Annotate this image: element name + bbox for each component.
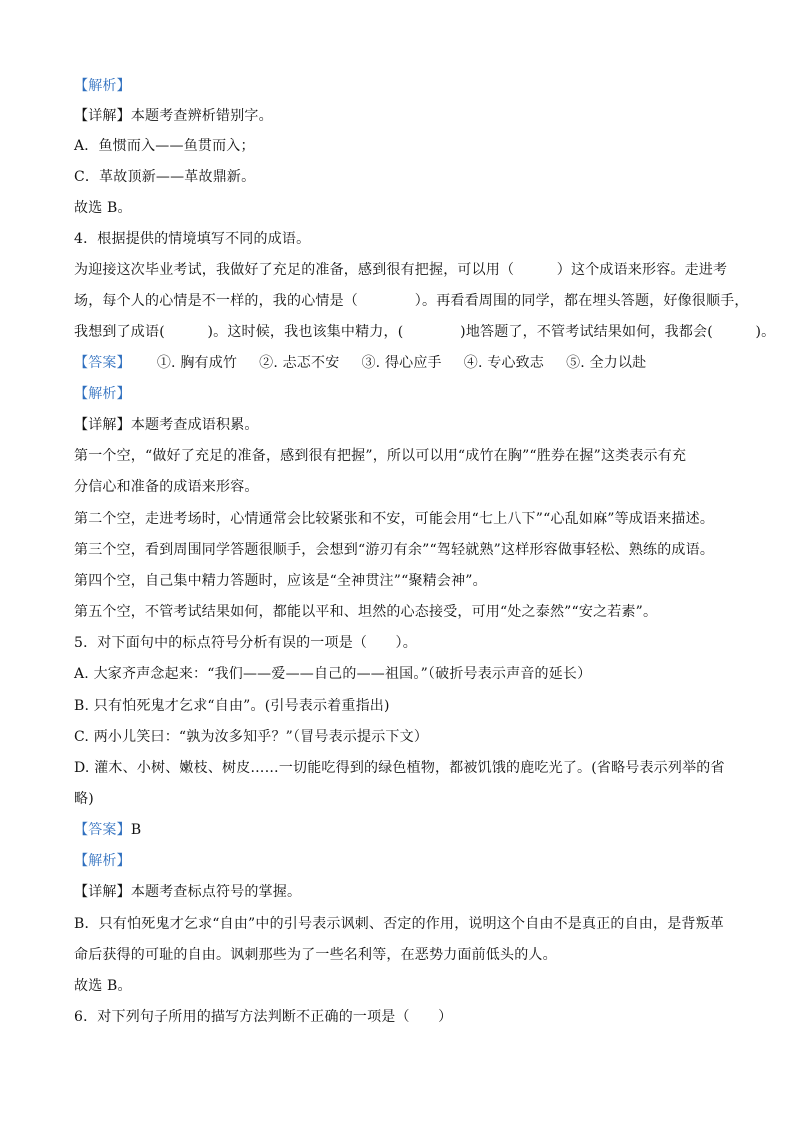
- question-title: 5．对下面句中的标点符号分析有误的一项是（ ）。: [74, 635, 417, 651]
- answer-label: 【答案】: [74, 822, 131, 838]
- question-title: 6．对下列句子所用的描写方法判断不正确的一项是（ ）: [74, 1009, 453, 1025]
- explanation-line: A．鱼惯而入——鱼贯而入；: [74, 138, 255, 154]
- answer-label: 【答案】: [74, 355, 131, 371]
- conclusion-line: 故选 B。: [74, 200, 132, 216]
- detail-label: 【详解】: [74, 108, 131, 124]
- option-b: B. 只有怕死鬼才乞求“自由”。(引号表示着重指出): [74, 698, 390, 714]
- detail-text: 本题考查标点符号的掌握。: [130, 884, 302, 900]
- explanation-line: 分信心和准备的成语来形容。: [74, 479, 259, 495]
- explanation-line: C．革故顶新——革故鼎新。: [74, 169, 256, 185]
- analysis-label: 【解析】: [74, 78, 131, 94]
- option-c: C. 两小儿笑曰：“孰为汝多知乎？”（冒号表示提示下文）: [74, 729, 429, 745]
- answer-item: ⑤. 全力以赴: [566, 355, 647, 371]
- explanation-line: 第五个空，不管考试结果如何，都能以平和、坦然的心态接受，可用“处之泰然”“安之若素”。: [74, 604, 658, 620]
- answer-line: [74, 820, 141, 840]
- option-d: D. 灌木、小树、嫩枝、树皮……一切能吃得到的绿色植物，都被饥饿的鹿吃光了。(省略号表示列举的省: [74, 760, 725, 776]
- answer-value: B: [130, 822, 142, 838]
- passage-line: 为迎接这次毕业考试，我做好了充足的准备，感到很有把握，可以用（ ）这个成语来形容。走进考: [74, 262, 728, 278]
- explanation-line: 命后获得的可耻的自由。讽刺那些为了一些名利等，在恶势力面前低头的人。: [74, 947, 557, 963]
- detail-line: [74, 106, 273, 126]
- passage-line: 我想到了成语( )。这时候，我也该集中精力，( )地答题了，不管考试结果如何，我都会( )。: [74, 324, 776, 340]
- passage-line: 场，每个人的心情是不一样的，我的心情是（ ）。再看看周围的同学，都在埋头答题，好像很顺手，: [74, 293, 749, 309]
- detail-label: 【详解】: [74, 417, 131, 433]
- conclusion-line: 故选 B。: [74, 978, 132, 994]
- explanation-line: B．只有怕死鬼才乞求“自由”中的引号表示讽刺、否定的作用，说明这个自由不是真正的自由，是背叛革: [74, 916, 724, 932]
- explanation-line: 第四个空，自己集中精力答题时，应该是“全神贯注”“聚精会神”。: [74, 573, 487, 589]
- detail-text: 本题考查辨析错别字。: [130, 108, 273, 124]
- detail-text: 本题考查成语积累。: [130, 417, 259, 433]
- answer-item: ④. 专心致志: [463, 355, 545, 371]
- answer-item: ②. 忐忑不安: [259, 355, 340, 371]
- detail-label: 【详解】: [74, 884, 131, 900]
- option-a: A. 大家齐声念起来：“我们——爱——自己的——祖国。”（破折号表示声音的延长）: [74, 666, 592, 682]
- answer-item: ③. 得心应手: [361, 355, 442, 371]
- answer-item: ①. 胸有成竹: [156, 355, 238, 371]
- analysis-label: 【解析】: [74, 386, 131, 402]
- explanation-line: 第一个空，“做好了充足的准备，感到很有把握”，所以可以用“成竹在胸”“胜券在握”这类表示有充: [74, 448, 687, 464]
- question-title: 4．根据提供的情境填写不同的成语。: [74, 231, 311, 247]
- explanation-line: 第三个空，看到周围同学答题很顺手，会想到“游刃有余”“驾轻就熟”这样形容做事轻松、熟练的成语。: [74, 542, 715, 558]
- option-d-continued: 略): [74, 791, 94, 807]
- explanation-line: 第二个空，走进考场时，心情通常会比较紧张和不安，可能会用“七上八下”“心乱如麻”等成语来描述。: [74, 511, 715, 527]
- analysis-label: 【解析】: [74, 853, 131, 869]
- answer-line: [74, 353, 646, 373]
- detail-line: [74, 415, 259, 435]
- detail-line: [74, 882, 301, 902]
